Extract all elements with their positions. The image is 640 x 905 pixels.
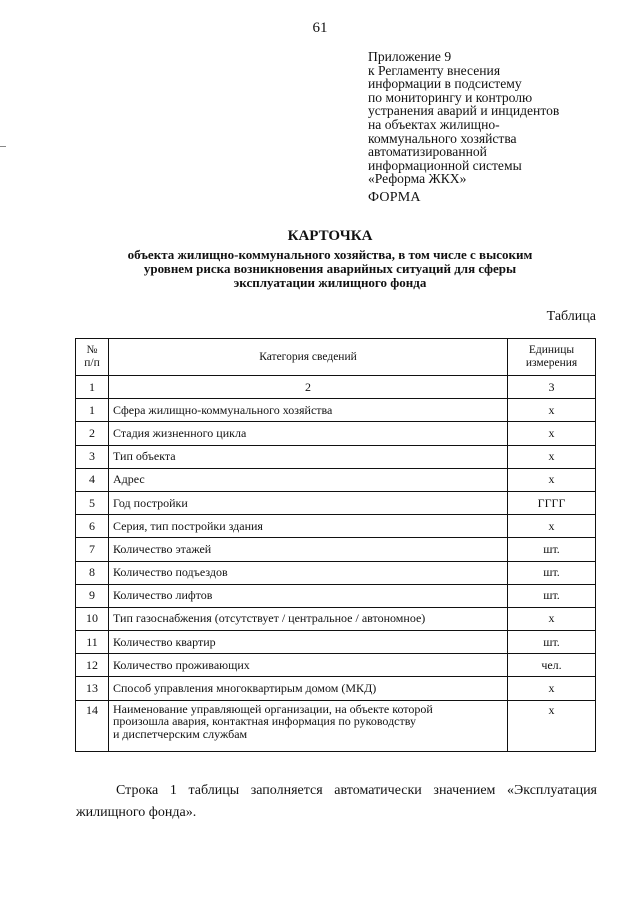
subtitle-line: эксплуатации жилищного фонда	[233, 274, 427, 290]
row-number: 6	[76, 515, 109, 538]
appendix-line: по мониторингу и контролю	[368, 89, 533, 105]
appendix-line: информации в подсистему	[368, 76, 522, 92]
row-category-line: произошла авария, контактная информация по руководству	[113, 714, 417, 729]
row-number: 2	[76, 422, 109, 445]
header-num	[76, 339, 109, 376]
row-number: 1	[76, 399, 109, 422]
row-category-line: и диспетчерским службам	[113, 726, 248, 741]
appendix-line: Приложение 9	[368, 49, 452, 64]
table-caption: Таблица	[546, 309, 596, 324]
row-unit: х	[508, 677, 596, 700]
subtitle-line: уровнем риска возникновения аварийных ситуаций для сферы	[143, 260, 517, 276]
table-row	[76, 584, 596, 607]
row-number: 7	[76, 538, 109, 561]
row-unit: х	[508, 399, 596, 422]
table-row	[76, 445, 596, 468]
index-cell: 1	[76, 376, 109, 399]
table-row	[76, 538, 596, 561]
table-row	[76, 399, 596, 422]
row-category: Тип газоснабжения (отсутствует / центральное / автономное)	[109, 607, 508, 630]
document-subtitle	[80, 248, 580, 289]
row-unit: чел.	[508, 654, 596, 677]
row-number: 9	[76, 584, 109, 607]
table-row	[76, 491, 596, 514]
row-unit: шт.	[508, 584, 596, 607]
index-cell: 2	[109, 376, 508, 399]
appendix-line: коммунального хозяйства	[368, 130, 517, 146]
table-row	[76, 700, 596, 751]
header-line: п/п	[84, 357, 100, 369]
row-category: Тип объекта	[109, 445, 508, 468]
row-number: 3	[76, 445, 109, 468]
row-category: Адрес	[109, 468, 508, 491]
row-number: 8	[76, 561, 109, 584]
document-title: КАРТОЧКА	[287, 228, 373, 244]
row-category: Способ управления многоквартирым домом (МКД)	[109, 677, 508, 700]
appendix-line: «Реформа ЖКХ»	[368, 171, 467, 187]
row-number: 13	[76, 677, 109, 700]
table-row	[76, 607, 596, 630]
appendix-line: на объектах жилищно-	[368, 116, 500, 132]
row-category: Сфера жилищно-коммунального хозяйства	[109, 399, 508, 422]
row-unit: шт.	[508, 631, 596, 654]
row-category: Количество проживающих	[109, 654, 508, 677]
table-row	[76, 468, 596, 491]
row-category: Стадия жизненного цикла	[109, 422, 508, 445]
header-category: Категория сведений	[109, 339, 508, 376]
table-header-row	[76, 339, 596, 376]
subtitle-line: объекта жилищно-коммунального хозяйства, в том числе с высоким	[127, 247, 533, 262]
margin-mark	[0, 146, 6, 147]
appendix-line: к Регламенту внесения	[368, 62, 501, 78]
row-unit: х	[508, 445, 596, 468]
table-row	[76, 561, 596, 584]
row-number: 4	[76, 468, 109, 491]
row-unit: шт.	[508, 538, 596, 561]
appendix-line: информационной системы	[368, 157, 522, 173]
row-number: 12	[76, 654, 109, 677]
row-unit: ГГГГ	[508, 491, 596, 514]
row-number: 14	[76, 700, 109, 751]
row-unit: х	[508, 700, 596, 751]
row-unit: х	[508, 515, 596, 538]
row-unit: х	[508, 468, 596, 491]
table-index-row	[76, 376, 596, 399]
header-line: измерения	[525, 357, 578, 369]
row-unit: шт.	[508, 561, 596, 584]
table-row	[76, 631, 596, 654]
info-table	[75, 338, 596, 752]
form-label: ФОРМА	[368, 190, 421, 205]
row-number: 10	[76, 607, 109, 630]
row-category: Количество лифтов	[109, 584, 508, 607]
row-unit: х	[508, 607, 596, 630]
page-number: 61	[312, 20, 328, 36]
appendix-line: автоматизированной	[368, 144, 487, 160]
row-number: 11	[76, 631, 109, 654]
header-line: Единицы	[528, 344, 575, 356]
header-unit	[508, 339, 596, 376]
row-unit: х	[508, 422, 596, 445]
row-category: Количество этажей	[109, 538, 508, 561]
row-category: Количество квартир	[109, 631, 508, 654]
row-number: 5	[76, 491, 109, 514]
appendix-line: устранения аварий и инцидентов	[368, 103, 560, 119]
row-category: Количество подъездов	[109, 561, 508, 584]
footnote-text: Строка 1 таблицы заполняется автоматически значением «Эксплуатация жилищного фонда».	[76, 783, 597, 820]
appendix-header	[368, 50, 618, 186]
table-row	[76, 422, 596, 445]
row-category: Год постройки	[109, 491, 508, 514]
header-line: №	[86, 344, 98, 356]
table-row	[76, 515, 596, 538]
row-category: Серия, тип постройки здания	[109, 515, 508, 538]
index-cell: 3	[508, 376, 596, 399]
table-row	[76, 677, 596, 700]
row-category	[109, 700, 508, 751]
table-row	[76, 654, 596, 677]
row-category-line: Наименование управляющей организации, на объекте которой	[113, 701, 433, 716]
